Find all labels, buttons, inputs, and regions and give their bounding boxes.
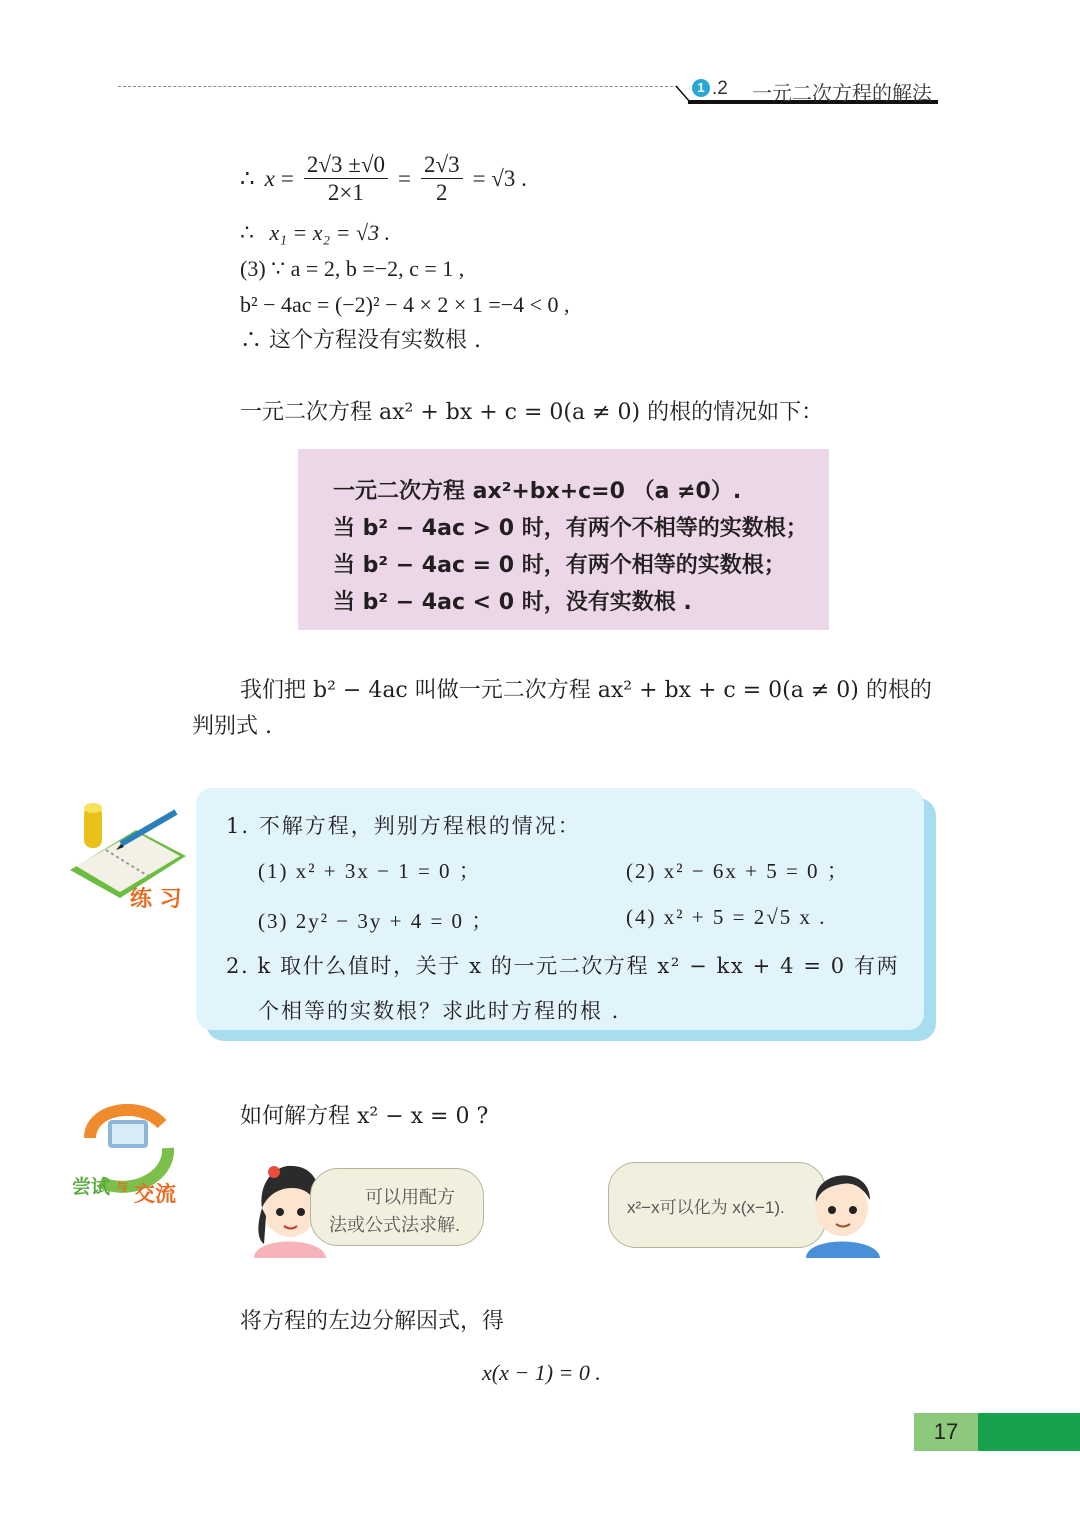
section-number-suffix: .2	[712, 78, 728, 99]
solution-line-3: (3) ∵ a = 2, b =−2, c = 1 ,	[240, 256, 465, 281]
fraction-2-denominator: 2	[436, 179, 448, 205]
fraction-1	[304, 153, 388, 204]
solution-line-4: b² − 4ac = (−2)² − 4 × 2 × 1 =−4 < 0 ,	[240, 292, 570, 317]
girl-bubble-line-1: 可以用配方	[365, 1187, 455, 1207]
therefore-symbol: ∴	[240, 165, 255, 191]
boy-bubble-text: x²−x可以化为 x(x−1).	[627, 1198, 785, 1217]
intro-text: 一元二次方程 ax² + bx + c = 0(a ≠ 0) 的根的情况如下：	[240, 400, 824, 425]
summary-line-2: 当 b² − 4ac > 0 时，有两个不相等的实数根；	[333, 516, 808, 541]
factor-equation: x(x − 1) = 0 .	[482, 1360, 601, 1385]
header-dashed-rule	[118, 86, 678, 87]
try-label-2: 与	[116, 1180, 129, 1194]
summary-line-3: 当 b² − 4ac = 0 时，有两个相等的实数根；	[333, 553, 786, 578]
fraction-2-numerator: 2√3	[421, 153, 463, 179]
section-title: 一元二次方程的解法	[752, 81, 932, 105]
try-label-3: 交流	[134, 1182, 176, 1206]
boy-speech-bubble	[608, 1162, 826, 1248]
boy-avatar	[800, 1156, 884, 1258]
practice-q1-3: (3) 2y² − 3y + 4 = 0 ；	[258, 909, 495, 933]
try-question: 如何解方程 x² − x = 0 ?	[240, 1104, 489, 1129]
equals: =	[280, 165, 294, 191]
practice-q1-2: (2) x² − 6x + 5 = 0 ；	[626, 859, 850, 883]
practice-q1: 1. 不解方程，判别方程根的情况：	[226, 814, 581, 838]
section-number-badge: 1	[692, 79, 710, 97]
try-label-1: 尝试	[72, 1176, 111, 1198]
roots-equal: x₁ = x₂ = √3 .	[269, 220, 391, 245]
solution-line-2: ∴ x₁ = x₂ = √3 .	[240, 220, 391, 245]
practice-q1-1: (1) x² + 3x − 1 = 0 ；	[258, 859, 482, 883]
summary-line-1: 一元二次方程 ax²+bx+c=0 （a ≠0）.	[333, 479, 742, 504]
fraction-1-denominator: 2×1	[327, 179, 364, 205]
practice-q2-line-1: 2. k 取什么值时，关于 x 的一元二次方程 x² − kx + 4 = 0 有两	[226, 954, 900, 978]
girl-bubble-line-2: 法或公式法求解.	[329, 1215, 461, 1235]
fraction-2	[421, 153, 463, 204]
page-number-bar	[978, 1413, 1080, 1451]
var-x: x	[264, 165, 275, 191]
fraction-1-numerator: 2√3 ±√0	[304, 153, 388, 179]
summary-line-4: 当 b² − 4ac < 0 时，没有实数根 .	[333, 590, 692, 615]
practice-label: 练 习	[130, 887, 182, 912]
fraction-result: = √3 .	[472, 165, 527, 191]
solution-line-5: ∴ 这个方程没有实数根 .	[240, 328, 481, 353]
discriminant-line-2: 判别式 .	[192, 714, 272, 739]
practice-q2-line-2: 个相等的实数根？求此时方程的根 .	[258, 999, 621, 1023]
discriminant-line-1: 我们把 b² − 4ac 叫做一元二次方程 ax² + bx + c = 0(a ≠ 0) 的根的	[240, 678, 932, 703]
girl-speech-bubble	[310, 1168, 484, 1246]
practice-q1-4: (4) x² + 5 = 2√5 x .	[626, 905, 827, 929]
solution-line-1: ∴ x = $\frac{2√3 \pm√0}{2\times 1}$ = $\frac{2√3}{2}$ = √3 .	[240, 151, 527, 205]
factor-text: 将方程的左边分解因式，得	[240, 1309, 505, 1334]
page-number: 17	[933, 1419, 959, 1444]
